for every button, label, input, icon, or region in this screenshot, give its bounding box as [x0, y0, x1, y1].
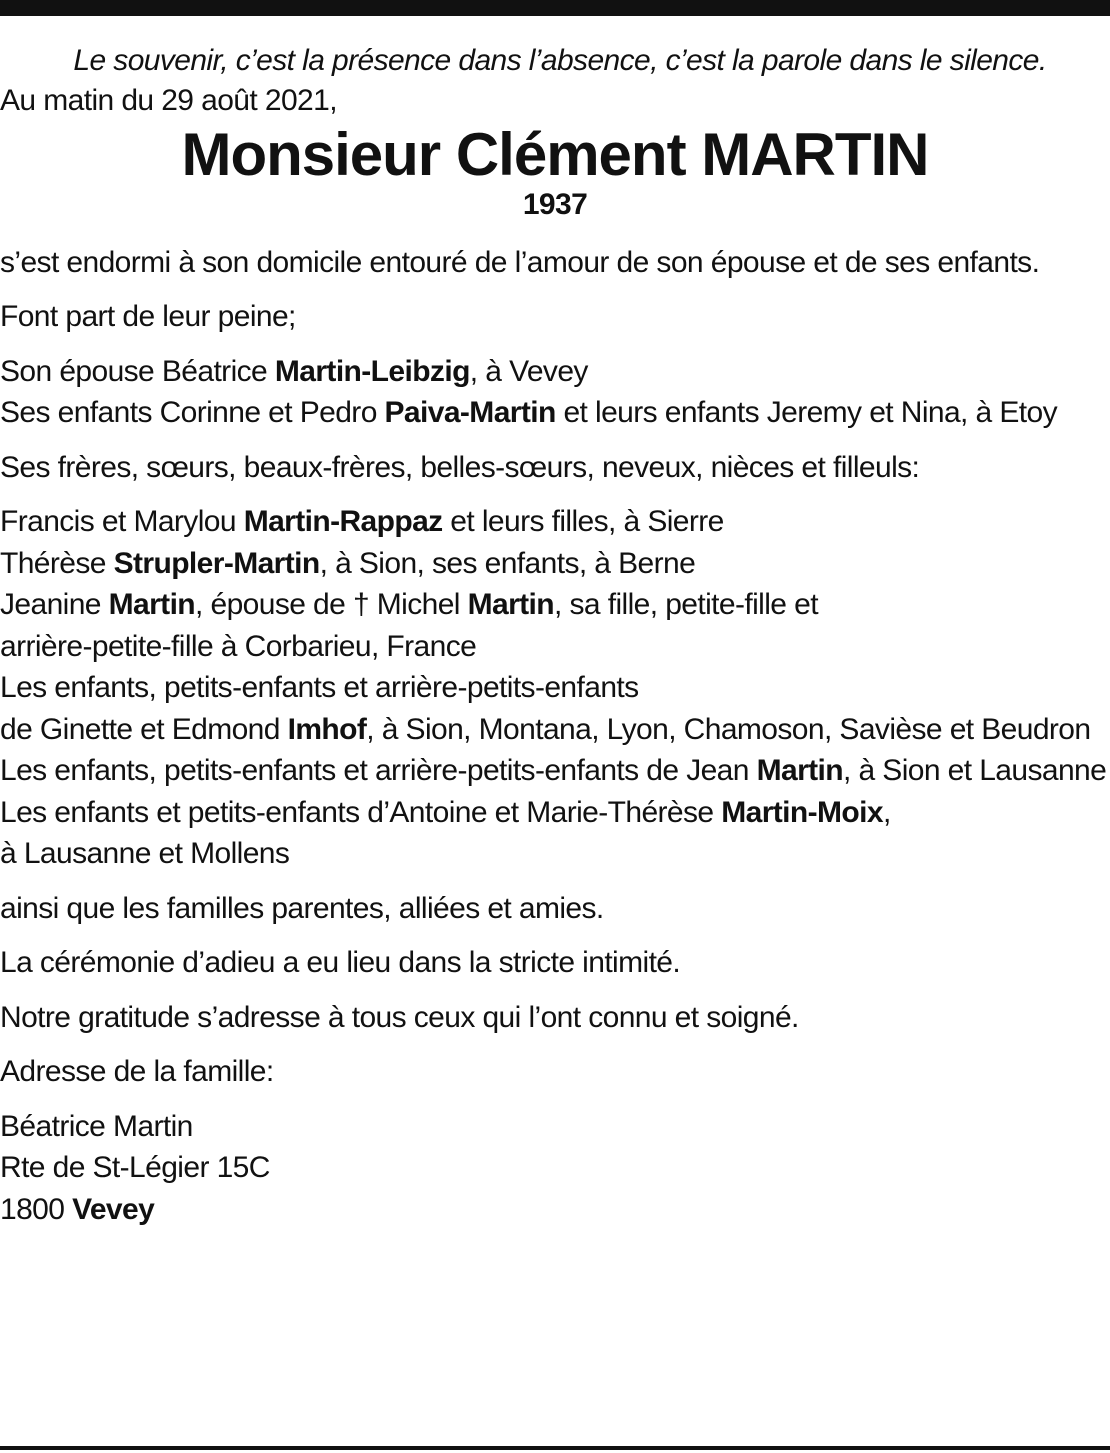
relative-line: Les enfants, petits-enfants et arrière-petits-enfants: [0, 671, 639, 704]
siblings-intro: Ses frères, sœurs, beaux-frères, belles-sœurs, neveux, nièces et filleuls:: [0, 450, 920, 484]
deceased-birth-year: 1937: [522, 187, 588, 221]
children-family-name: Paiva-Martin: [384, 396, 556, 429]
family-address: [0, 1106, 1110, 1231]
relative-line: à Lausanne et Mollens: [0, 837, 290, 870]
top-divider: [0, 0, 1110, 16]
relative-line: Francis et Marylou Martin-Rappaz et leurs filles, à Sierre: [0, 505, 724, 538]
close-family-section: [0, 351, 1110, 434]
address-street: Rte de St-Légier 15C: [0, 1151, 270, 1184]
address-city-line: 1800 Vevey: [0, 1192, 155, 1226]
children-line: Ses enfants Corinne et Pedro Paiva-Martin et leurs enfants Jeremy et Nina, à Etoy: [0, 396, 1057, 429]
relative-line: Thérèse Strupler-Martin, à Sion, ses enfants, à Berne: [0, 546, 696, 580]
relative-line: Jeanine Martin, épouse de † Michel Martin, sa fille, petite-fille et: [0, 588, 818, 621]
spouse-line: Son épouse Béatrice Martin-Leibzig, à Vevey: [0, 354, 588, 388]
relative-line: arrière-petite-fille à Corbarieu, France: [0, 629, 477, 663]
address-city: Vevey: [72, 1192, 155, 1226]
bottom-divider: [0, 1446, 1110, 1450]
relative-line: de Ginette et Edmond Imhof, à Sion, Montana, Lyon, Chamoson, Savièse et Beudron: [0, 712, 1091, 746]
gratitude-text: Notre gratitude s’adresse à tous ceux qui l’ont connu et soigné.: [0, 1000, 799, 1034]
font-part-text: Font part de leur peine;: [0, 300, 296, 333]
announcement-text: s’est endormi à son domicile entouré de l’amour de son épouse et de ses enfants.: [0, 245, 1040, 279]
address-name: Béatrice Martin: [0, 1109, 193, 1143]
others-text: ainsi que les familles parentes, alliées et amies.: [0, 891, 604, 925]
address-label: Adresse de la famille:: [0, 1055, 274, 1088]
relative-line: Les enfants, petits-enfants et arrière-petits-enfants de Jean Martin, à Sion et Lausanne: [0, 754, 1107, 787]
relative-line: Les enfants et petits-enfants d’Antoine et Marie-Thérèse Martin-Moix,: [0, 795, 891, 829]
relatives-section: [0, 501, 1110, 875]
obituary-notice: [0, 40, 1110, 1243]
ceremony-text: La cérémonie d’adieu a eu lieu dans la stricte intimité.: [0, 946, 681, 979]
intro-date: Au matin du 29 août 2021,: [0, 83, 337, 117]
deceased-name: Monsieur Clément MARTIN: [181, 120, 929, 188]
epigraph-quote: Le souvenir, c’est la présence dans l’absence, c’est la parole dans le silence.: [73, 44, 1047, 77]
spouse-family-name: Martin-Leibzig: [274, 354, 470, 388]
